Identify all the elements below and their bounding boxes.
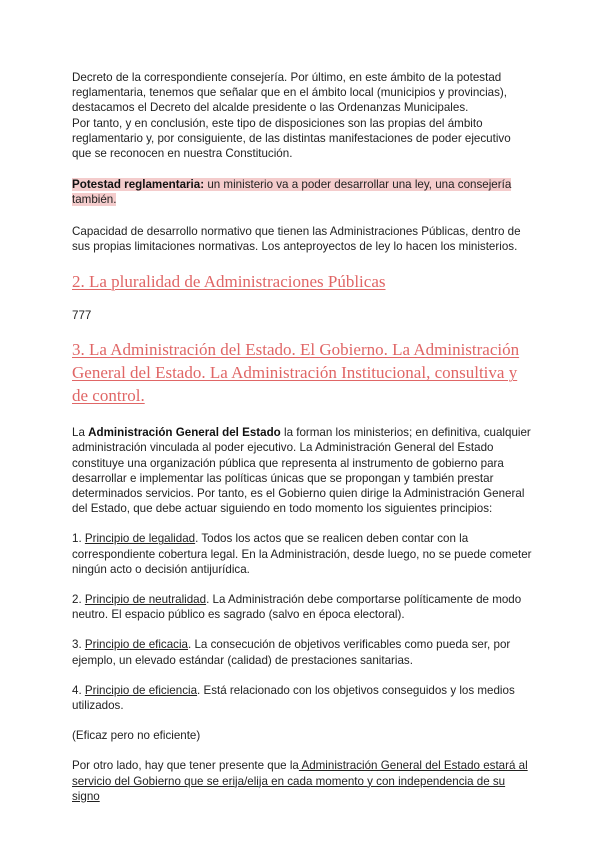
eficaz-note: (Eficaz pero no eficiente) <box>72 729 201 743</box>
principle-1 <box>72 531 532 577</box>
intro-text-2: Por tanto, y en conclusión, este tipo de disposiciones son las propias del ámbito reglamentario y, por consiguiente, de las distintas manifestaciones de poder ejecutivo que se reconocen en nuestra Constitución. <box>72 116 511 161</box>
principle-1-title: Principio de legalidad <box>84 532 196 546</box>
principle-4-title: Principio de eficiencia <box>84 683 198 697</box>
principle-2 <box>72 592 532 622</box>
potestad-text: un ministerio va a poder desarrollar una ley, una consejería también. <box>72 178 512 207</box>
potestad-term: Potestad reglamentaria: <box>72 178 205 192</box>
closing-pre: Por otro lado, hay que tener presente que la <box>72 759 299 773</box>
principle-3 <box>72 637 532 667</box>
age-pre: La <box>72 426 89 440</box>
section-2-heading: 2. La pluralidad de Administraciones Públicas <box>72 272 386 292</box>
principle-1-text: . Todos los actos que se realicen deben contar con la correspondiente cobertura legal. En la Administración, desde luego, no se puede cometer ningún acto o decisión antijurídica. <box>72 532 532 576</box>
principle-4-text: . Está relacionado con los objetivos conseguidos y los medios utilizados. <box>72 683 515 713</box>
principle-4 <box>72 683 532 713</box>
potestad-highlight <box>72 178 511 206</box>
section-2-number: 777 <box>72 309 92 323</box>
capacidad-paragraph: Capacidad de desarrollo normativo que tienen las Administraciones Públicas, dentro de sus propias limitaciones normativas. Los anteproyectos de ley lo hacen los ministerios. <box>72 224 521 253</box>
closing-underlined: Administración General del Estado estará al servicio del Gobierno que se erija/elija en cada momento y con independencia de su signo <box>72 759 528 803</box>
closing-paragraph <box>72 758 532 804</box>
principle-4-num: 4. <box>72 683 85 697</box>
age-post: la forman los ministerios; en definitiva, cualquier administración vinculada al poder ejecutivo. La Administración General del Estado constituye una organización pública que representa al instrumento de gobierno para desarrollar e implementar las políticas únicas que se propongan y también prestar determinados servicios. Por tanto, es el Gobierno quien dirige la Administración General del Estado, que debe actuar siguiendo en todo momento los siguientes principios: <box>72 426 531 516</box>
intro-text-1: Decreto de la correspondiente consejería. Por último, en este ámbito de la potestad reglamentaria, tenemos que señalar que en el ámbito local (municipios y provincias), destacamos el Decreto del alcalde presidente o las Ordenanzas Municipales. <box>72 71 507 115</box>
principle-3-title: Principio de eficacia <box>84 638 189 652</box>
principle-1-num: 1. <box>72 532 85 546</box>
principle-3-num: 3. <box>72 638 85 652</box>
principle-2-title: Principio de neutralidad <box>84 593 207 607</box>
section-3-heading: 3. La Administración del Estado. El Gobierno. La Administración General del Estado. La Administración Institucional, consultiva y de control. <box>72 340 520 406</box>
principle-3-text: . La consecución de objetivos verificables como pueda ser, por ejemplo, un elevado estándar (calidad) de prestaciones sanitarias. <box>72 638 511 667</box>
principle-2-num: 2. <box>72 593 85 607</box>
age-paragraph <box>72 425 532 516</box>
potestad-paragraph <box>72 177 532 207</box>
age-bold: Administración General del Estado <box>88 426 281 440</box>
document-page <box>72 70 532 804</box>
principle-2-text: . La Administración debe comportarse políticamente de modo neutro. El espacio público es sagrado (salvo en época electoral). <box>72 593 522 622</box>
intro-paragraph <box>72 70 532 161</box>
